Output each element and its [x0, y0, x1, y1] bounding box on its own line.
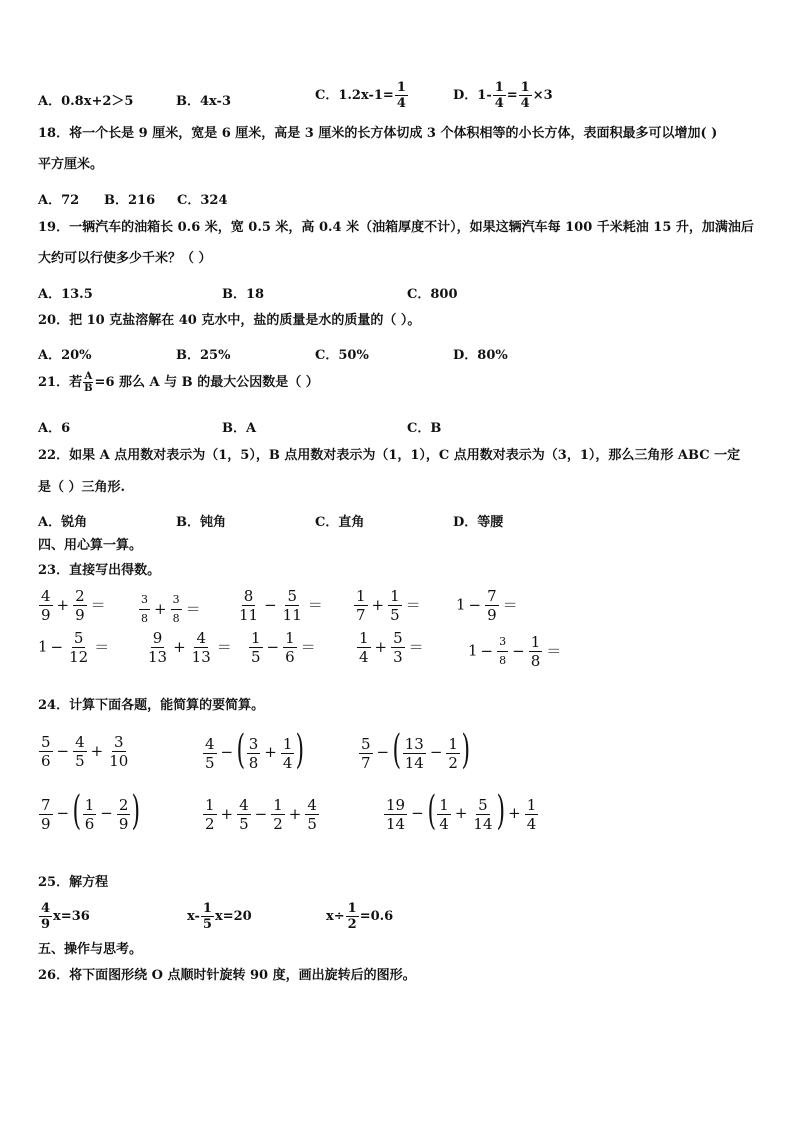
equals-sign: ＝: [408, 637, 424, 656]
fraction-denominator: 9: [118, 814, 129, 833]
q20-text: 20．把 10 克盐溶解在 40 克水中，盐的质量是水的质量的（ ）。: [38, 313, 421, 328]
operator: +: [173, 637, 186, 656]
operator: −: [50, 637, 64, 656]
q23-r2-item1: [38, 629, 112, 666]
q18-option-c: C．324: [177, 193, 228, 208]
fraction-denominator: 3: [393, 648, 403, 666]
fraction-denominator: 5: [202, 917, 212, 932]
right-paren: ): [461, 727, 471, 773]
fraction-numerator: 4: [239, 796, 249, 814]
left-paren: (: [427, 788, 436, 834]
q20-option-d: D．80%: [453, 348, 508, 363]
fraction-denominator: 10: [109, 752, 129, 770]
fraction-numerator: 1: [347, 901, 357, 916]
q21-option-b: B．A: [222, 421, 257, 436]
fraction-denominator: 4: [526, 814, 537, 833]
equals-sign: ＝: [300, 637, 316, 656]
operator: +: [288, 804, 302, 823]
fraction-denominator: 6: [285, 648, 295, 666]
q19-option-c: C．800: [407, 287, 458, 302]
fraction-numerator: 1: [84, 795, 95, 814]
operator: −: [56, 804, 70, 822]
q22-option-d: D．等腰: [453, 515, 504, 530]
operator: +: [508, 804, 521, 822]
fraction-denominator: 2: [205, 815, 215, 833]
q24-expr3: [358, 727, 471, 773]
q19-text-line1: 19．一辆汽车的油箱长 0.6 米，宽 0.5 米，高 0.4 米（油箱厚度不计），如果这辆汽车每 100 千米耗油 15 升，加满油后: [38, 220, 754, 235]
fraction-denominator: 4: [520, 96, 530, 111]
operator: −: [429, 743, 443, 761]
left-paren: (: [236, 727, 246, 773]
q19-text-line2: 大约可以行使多少千米？（ ）: [38, 251, 212, 266]
lead-number: 1: [38, 637, 48, 656]
fraction-denominator: 7: [361, 753, 371, 772]
operator: −: [512, 641, 525, 660]
fraction-numerator: 1: [494, 80, 504, 95]
q19-option-b: B．18: [222, 287, 265, 302]
fraction-numerator: 1: [282, 734, 293, 753]
q18-option-b: B．216: [104, 193, 156, 208]
fraction-numerator: 1: [526, 795, 537, 814]
fraction-denominator: 4: [282, 753, 293, 772]
q17-option-d-prefix: D．1-: [453, 88, 492, 103]
fraction-numerator: 4: [75, 733, 85, 751]
q25-equation3: [326, 901, 393, 932]
fraction-denominator: 5: [307, 815, 317, 833]
fraction-numerator: 7: [487, 587, 497, 605]
equals-sign: ＝: [216, 637, 232, 656]
fraction-denominator: 2: [273, 815, 283, 833]
q17-option-d-suffix: ×3: [532, 88, 553, 103]
fraction-numerator: 4: [196, 629, 206, 647]
fraction-numerator: 4: [205, 734, 215, 753]
fraction-denominator: 9: [41, 814, 51, 833]
left-paren: (: [392, 727, 402, 773]
section-heading-5: 五、操作与思考。: [38, 942, 143, 957]
equation-prefix: x-: [187, 909, 200, 924]
q24-expr1: [38, 733, 131, 770]
fraction-numerator: 3: [171, 591, 182, 610]
fraction-numerator: 1: [520, 80, 530, 95]
fraction-numerator: 4: [41, 587, 51, 605]
equals-sign: ＝: [185, 599, 201, 618]
q21-prefix: 21．若: [38, 375, 83, 390]
fraction-numerator: 1: [285, 629, 295, 647]
fraction-denominator: 8: [172, 612, 180, 625]
fraction-denominator: 12: [69, 648, 89, 666]
q22-text-line1: 22．如果 A 点用数对表示为（1，5），B 点用数对表示为（1，1），C 点用数对表示为（3，1），那么三角形 ABC 一定: [38, 448, 741, 463]
operator: −: [220, 743, 234, 761]
equation-suffix: x=36: [53, 909, 90, 924]
q25-equation1: [38, 901, 90, 932]
fraction-denominator: 6: [84, 814, 95, 833]
fraction-numerator: 5: [478, 795, 488, 814]
operator: +: [154, 599, 167, 618]
equals-sign: ＝: [90, 595, 106, 614]
q22-option-b: B．钝角: [176, 515, 226, 530]
fraction-numerator: 1: [273, 796, 283, 814]
fraction-denominator: 4: [439, 814, 449, 833]
right-paren: ): [295, 727, 305, 773]
fraction-numerator: 5: [361, 734, 371, 753]
fraction-denominator: 9: [41, 917, 51, 932]
q17-option-b: B．4x-3: [176, 94, 231, 109]
q21-option-c: C．B: [407, 421, 442, 436]
fraction-numerator: 1: [356, 587, 366, 605]
q25-equation2: [187, 901, 252, 932]
operator: −: [376, 743, 390, 761]
equals-sign: ＝: [405, 595, 421, 614]
q23-title: 23．直接写出得数。: [38, 563, 161, 578]
fraction-denominator: 4: [359, 648, 369, 666]
operator: −: [266, 637, 280, 656]
q23-r2-item5: [468, 633, 564, 670]
fraction-denominator: 9: [75, 606, 85, 624]
fraction-numerator: 5: [393, 629, 403, 647]
fraction-numerator: 7: [41, 795, 51, 814]
fraction-denominator: 8: [499, 654, 507, 667]
fraction-numerator: 9: [152, 629, 163, 647]
q19-option-a: A．13.5: [38, 287, 93, 302]
q23-r1-item1: [38, 587, 109, 624]
fraction-denominator: 9: [41, 606, 51, 624]
q22-option-a: A．锐角: [38, 515, 88, 530]
operator: −: [264, 595, 277, 614]
fraction-denominator: 5: [205, 753, 215, 772]
q17-option-d: [453, 80, 553, 111]
fraction-numerator: A: [84, 371, 93, 382]
fraction-numerator: 2: [118, 795, 129, 814]
q23-r1-item5: [456, 587, 521, 624]
q24-expr5: [202, 796, 320, 833]
operator: +: [56, 595, 70, 614]
fraction-numerator: 3: [248, 734, 259, 753]
fraction-numerator: 1: [390, 587, 400, 605]
fraction-numerator: 3: [139, 591, 150, 610]
q24-expr6: [383, 788, 539, 834]
operator: +: [371, 595, 385, 614]
q17-option-c-prefix: C．1.2x-1=: [315, 88, 394, 103]
fraction-numerator: 4: [41, 901, 51, 916]
q17-option-d-equals: =: [506, 88, 518, 103]
fraction-denominator: 2: [347, 917, 357, 932]
q26-text: 26．将下面图形绕 O 点顺时针旋转 90 度，画出旋转后的图形。: [38, 968, 416, 983]
fraction-denominator: 8: [248, 753, 259, 772]
q23-r2-item4: [356, 629, 427, 666]
operator: +: [264, 743, 277, 761]
operator: +: [90, 741, 104, 760]
section-heading-4: 四、用心算一算。: [38, 538, 143, 553]
q20-option-a: A．20%: [38, 348, 92, 363]
q21-option-a: A．6: [38, 421, 71, 436]
right-paren: ): [496, 788, 505, 834]
operator: −: [100, 804, 113, 822]
fraction-denominator: 6: [41, 752, 51, 770]
fraction-numerator: 1: [396, 80, 406, 95]
fraction-denominator: 5: [239, 815, 249, 833]
q23-r1-item2: [138, 591, 204, 628]
q18-text-line1: 18．将一个长是 9 厘米，宽是 6 厘米，高是 3 厘米的长方体切成 3 个体积相等的小长方体，表面积最多可以增加( ): [38, 126, 718, 141]
fraction-numerator: 1: [530, 633, 541, 651]
fraction-numerator: 1: [448, 734, 458, 753]
q24-expr2: [202, 727, 305, 773]
fraction-denominator: 5: [75, 752, 85, 770]
equation-suffix: x=20: [214, 909, 252, 924]
fraction-numerator: 13: [404, 734, 424, 753]
q21-suffix: =6 那么 A 与 B 的最大公因数是（ ）: [94, 375, 319, 390]
q23-r1-item4: [353, 587, 424, 624]
fraction-numerator: 5: [41, 733, 51, 751]
left-paren: (: [72, 788, 82, 834]
lead-number: 1: [468, 641, 478, 660]
q18-option-a: A．72: [38, 193, 80, 208]
q24-title: 24．计算下面各题，能简算的要简算。: [38, 698, 265, 713]
fraction-numerator: 3: [114, 733, 124, 751]
fraction-denominator: 8: [530, 652, 541, 670]
operator: +: [454, 804, 468, 822]
fraction-denominator: 2: [448, 753, 458, 772]
q20-option-b: B．25%: [176, 348, 231, 363]
q23-r2-item2: [145, 629, 235, 666]
q24-expr4: [38, 788, 141, 834]
fraction-denominator: 13: [191, 648, 211, 666]
fraction-numerator: 19: [386, 795, 406, 814]
q22-option-c: C．直角: [315, 515, 365, 530]
operator: +: [220, 804, 234, 823]
fraction-denominator: 14: [404, 753, 424, 772]
fraction-denominator: 5: [390, 606, 400, 624]
q23-r1-item3: [236, 587, 326, 624]
fraction-numerator: 1: [439, 795, 449, 814]
fraction-numerator: 1: [251, 629, 261, 647]
operator: −: [468, 595, 482, 614]
equals-sign: ＝: [546, 641, 562, 660]
right-paren: ): [131, 788, 141, 834]
equals-sign: ＝: [94, 637, 110, 656]
equation-prefix: x÷: [326, 909, 345, 924]
fraction-denominator: 8: [141, 612, 148, 625]
operator: −: [480, 641, 494, 660]
fraction-numerator: 4: [307, 796, 317, 814]
fraction-denominator: 14: [386, 814, 406, 833]
fraction-numerator: 1: [359, 629, 369, 647]
fraction-numerator: 8: [243, 587, 254, 605]
fraction-denominator: 14: [473, 814, 493, 833]
equals-sign: ＝: [502, 595, 518, 614]
fraction-denominator: 5: [251, 648, 261, 666]
fraction-denominator: 4: [396, 96, 406, 111]
fraction-denominator: 13: [148, 648, 168, 666]
q21-text: [38, 371, 319, 394]
operator: −: [254, 804, 268, 823]
operator: −: [56, 741, 70, 760]
operator: +: [374, 637, 388, 656]
q17-option-c: [315, 80, 409, 111]
q18-text-line2: 平方厘米。: [38, 157, 104, 172]
fraction-numerator: 5: [287, 587, 297, 605]
q17-option-a: A．0.8x+2＞5: [38, 94, 134, 109]
equation-suffix: =0.6: [359, 909, 394, 924]
fraction-numerator: 1: [205, 796, 215, 814]
q23-r2-item3: [248, 629, 319, 666]
fraction-numerator: 5: [73, 629, 84, 647]
q25-title: 25．解方程: [38, 875, 109, 890]
equals-sign: ＝: [307, 595, 323, 614]
fraction-denominator: 7: [356, 606, 366, 624]
fraction-numerator: 3: [497, 633, 508, 652]
q20-option-c: C．50%: [315, 348, 369, 363]
fraction-denominator: B: [84, 383, 93, 394]
operator: −: [411, 804, 424, 822]
fraction-numerator: 2: [75, 587, 85, 605]
fraction-numerator: 1: [202, 901, 212, 916]
lead-number: 1: [456, 595, 466, 614]
fraction-denominator: 4: [494, 96, 504, 111]
q22-text-line2: 是（ ）三角形.: [38, 480, 126, 495]
fraction-denominator: 9: [487, 606, 497, 624]
fraction-denominator: 11: [239, 606, 259, 624]
fraction-denominator: 11: [282, 606, 302, 624]
